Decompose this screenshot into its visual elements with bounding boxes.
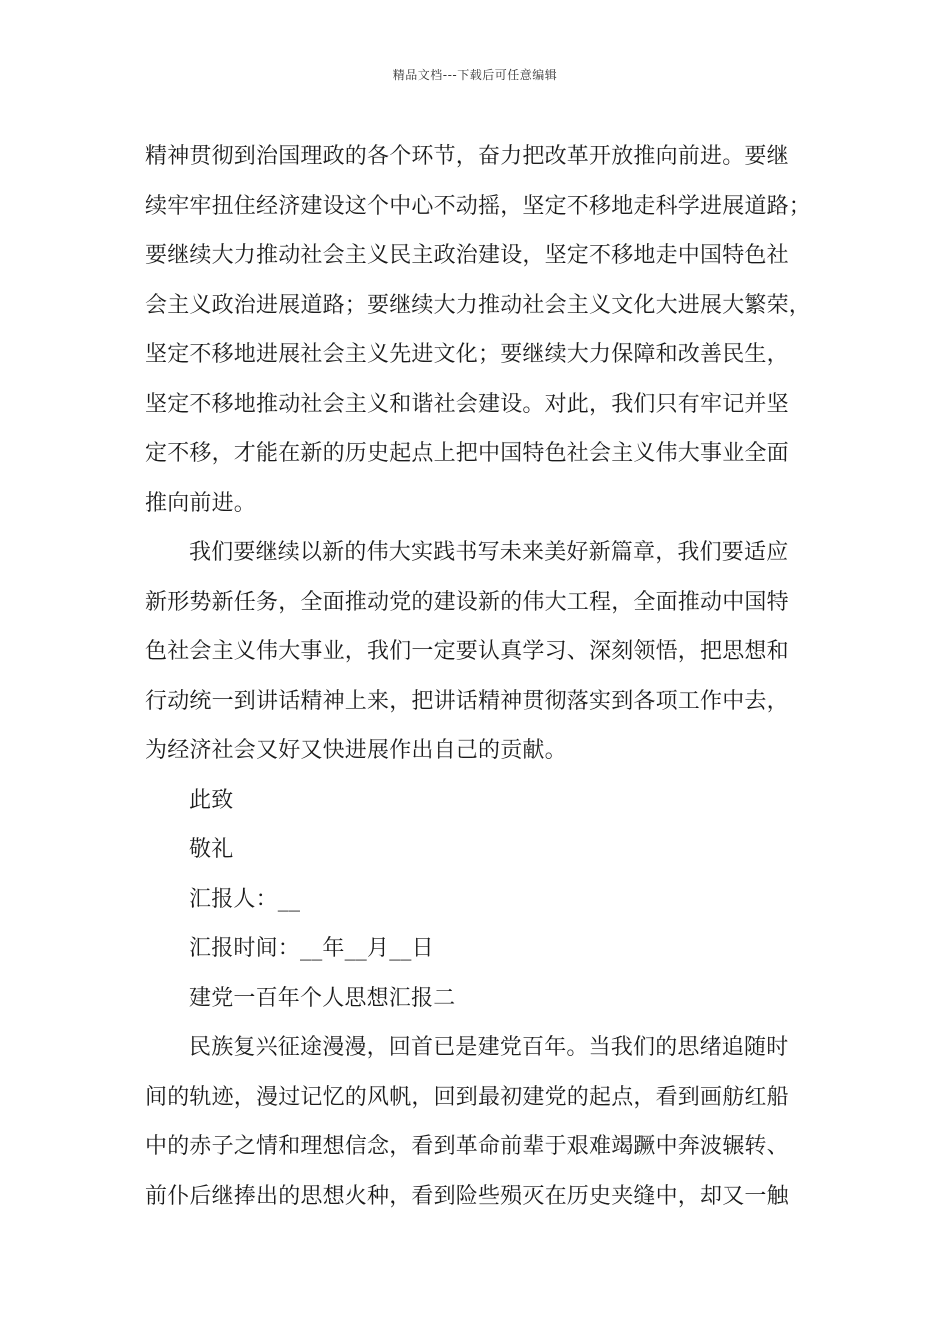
paragraph-line: 间的轨迹，漫过记忆的风帆，回到最初建党的起点，看到画舫红船 [145,1084,789,1110]
paragraph-line: 前仆后继捧出的思想火种，看到险些殒灭在历史夹缝中，却又一触 [145,1183,789,1209]
salutation: 此致 [189,787,234,813]
paragraph-line: 推向前进。 [145,490,257,516]
regards: 敬礼 [189,837,234,862]
report-time-line: 汇报时间：__年__月__日 [189,936,434,961]
paragraph-3 [145,1023,817,1221]
paragraph-line: 坚定不移地进展社会主义先进文化；要继续大力保障和改善民生， [145,342,789,367]
paragraph-line: 续牢牢扭住经济建设这个中心不动摇，坚定不移地走科学进展道路； [145,193,812,219]
paragraph-2 [145,528,817,776]
paragraph-line: 定不移，才能在新的历史起点上把中国特色社会主义伟大事业全面 [145,441,789,466]
paragraph-line: 行动统一到讲话精神上来，把讲话精神贯彻落实到各项工作中去， [145,688,789,714]
closing-block [145,776,817,1024]
paragraph-line: 会主义政治进展道路；要继续大力推动社会主义文化大进展大繁荣， [145,292,812,318]
paragraph-line: 为经济社会又好又快进展作出自己的贡献。 [145,738,567,763]
section-title: 建党一百年个人思想汇报二 [189,985,456,1011]
document-body [145,132,817,1221]
paragraph-1 [145,132,817,528]
paragraph-line: 要继续大力推动社会主义民主政治建设，坚定不移地走中国特色社 [145,243,789,268]
paragraph-line: 我们要继续以新的伟大实践书写未来美好新篇章，我们要适应 [189,540,789,565]
paragraph-line: 精神贯彻到治国理政的各个环节，奋力把改革开放推向前进。要继 [145,144,789,169]
paragraph-line: 色社会主义伟大事业，我们一定要认真学习、深刻领悟，把思想和 [145,639,789,664]
paragraph-line: 中的赤子之情和理想信念，看到革命前辈于艰难竭蹶中奔波辗转、 [145,1134,789,1159]
page-header: 精品文档---下载后可任意编辑 [392,68,558,82]
paragraph-line: 民族复兴征途漫漫，回首已是建党百年。当我们的思绪追随时 [189,1035,789,1060]
paragraph-line: 新形势新任务，全面推动党的建设新的伟大工程，全面推动中国特 [145,589,789,615]
reporter-line: 汇报人：__ [189,886,301,912]
paragraph-line: 坚定不移地推动社会主义和谐社会建设。对此，我们只有牢记并坚 [145,391,789,417]
